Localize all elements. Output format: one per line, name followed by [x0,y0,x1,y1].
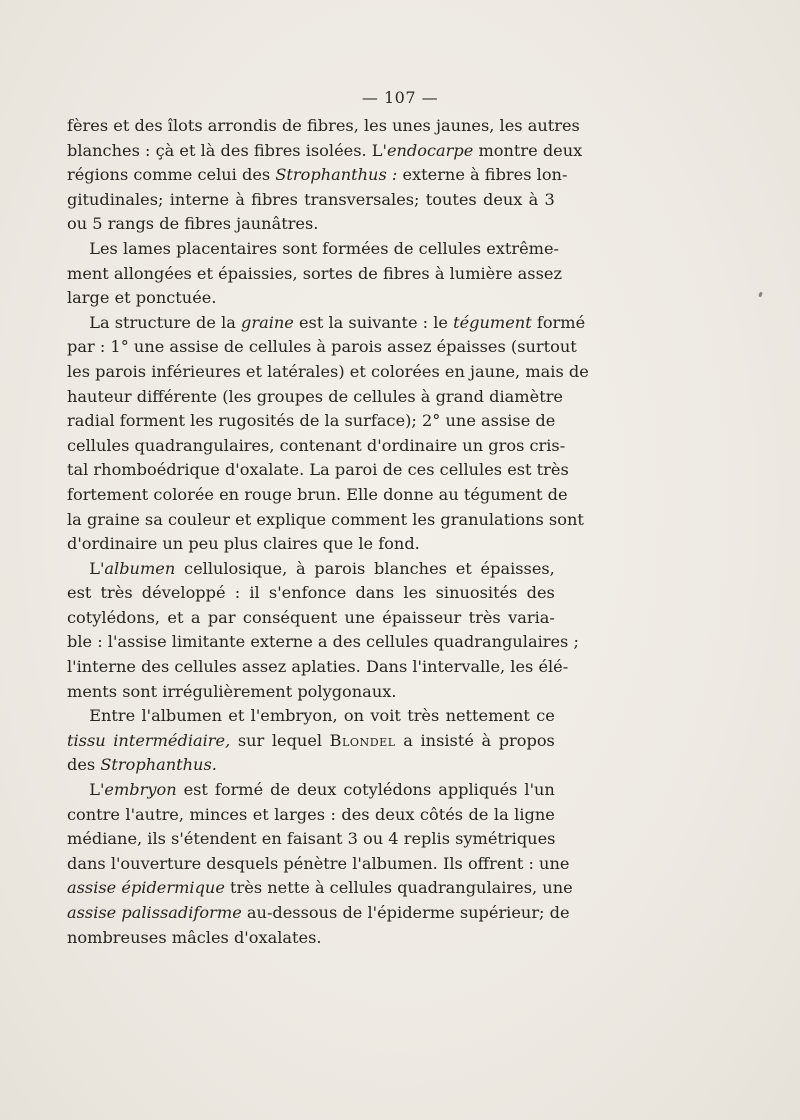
text-line [67,901,570,926]
text-run: formé [531,312,586,332]
page-number: — 107 — [361,88,439,107]
text-line [67,753,555,778]
text-run: L' [89,780,105,800]
text-line: par : 1° une assise de cellules à parois assez épaisses (surtout [67,337,577,357]
text-run: blanches : çà et là des fibres isolées. L' [67,140,387,160]
text-line: les parois inférieures et latérales) et colorées en jaune, mais de [67,361,589,381]
text-line: Entre l'albumen et l'embryon, on voit très nettement ce [89,706,555,726]
text-line: dans l'ouverture desquels pénètre l'albumen. Ils offrent : une [67,853,570,873]
italic-term: Strophanthus : [275,165,398,185]
body-text [67,114,589,950]
text-run: est la suivante : le [293,312,454,332]
text-line: hauteur différente (les groupes de cellules à grand diamètre [67,386,563,406]
text-line [67,778,555,803]
text-line: l'interne des cellules assez aplaties. Dans l'intervalle, les élé- [67,657,569,677]
text-line: est très développé : il s'enfonce dans les sinuosités des [67,583,555,603]
text-run: est formé de deux cotylédons appliqués l'un [176,780,555,800]
text-line: radial forment les rugosités de la surface); 2° une assise de [67,411,556,431]
text-line: cotylédons, et a par conséquent une épaisseur très varia- [67,607,555,627]
text-run: au-dessous de l'épiderme supérieur; de [241,903,570,922]
text-line: d'ordinaire un peu plus claires que le fond. [67,534,420,554]
text-line: tal rhomboédrique d'oxalate. La paroi de ces cellules est très [67,460,569,480]
text-line: fères et des îlots arrondis de fibres, les unes jaunes, les autres [67,116,580,135]
text-line: large et ponctuée. [67,288,217,308]
author-name: Blondel [329,730,396,750]
italic-term: albumen [104,558,176,578]
text-line [67,139,583,164]
text-line [67,876,573,901]
italic-term: tégument [453,312,532,332]
italic-term: embryon [104,780,177,800]
italic-term: Strophanthus. [100,755,217,775]
text-line [67,557,555,582]
text-run: régions comme celui des [67,165,276,185]
italic-term: tissu intermédiaire, [67,730,231,750]
text-line: Les lames placentaires sont formées de cellules extrême- [89,238,559,258]
text-line: fortement colorée en rouge brun. Elle donne au tégument de [67,484,568,504]
text-line: la graine sa couleur et explique comment les granulations sont [67,509,584,529]
text-run: très nette à cellules quadrangulaires, une [224,878,573,898]
text-run: des [67,755,101,775]
text-line: ments sont irrégulièrement polygonaux. [67,681,397,701]
text-run: cellulosique, à parois blanches et épaisses, [175,558,555,578]
text-line [67,311,586,336]
text-run: La structure de la [89,312,242,332]
text-run: montre deux [473,140,583,160]
text-line: contre l'autre, minces et larges : des deux côtés de la ligne [67,804,555,824]
text-run: externe à fibres lon- [397,165,568,185]
text-line [67,729,555,754]
text-run: a insisté à propos [395,730,555,750]
text-line: ou 5 rangs de fibres jaunâtres. [67,214,319,234]
text-line: gitudinales; interne à fibres transversales; toutes deux à 3 [67,189,555,209]
text-line: cellules quadrangulaires, contenant d'ordinaire un gros cris- [67,435,566,455]
italic-term: graine [241,312,294,332]
italic-term: assise épidermique [67,878,225,898]
italic-term: assise palissadiforme [67,903,242,922]
text-run: sur lequel [230,730,330,750]
text-line [67,163,568,188]
text-run: L' [89,558,105,578]
text-line: ble : l'assise limitante externe a des cellules quadrangulaires ; [67,632,579,652]
italic-term: endocarpe [386,140,474,160]
text-line: nombreuses mâcles d'oxalates. [67,927,322,947]
text-line: ment allongées et épaissies, sortes de fibres à lumière assez [67,263,562,283]
ink-speck [758,292,763,298]
text-line: médiane, ils s'étendent en faisant 3 ou 4 replis symétriques [67,829,556,849]
